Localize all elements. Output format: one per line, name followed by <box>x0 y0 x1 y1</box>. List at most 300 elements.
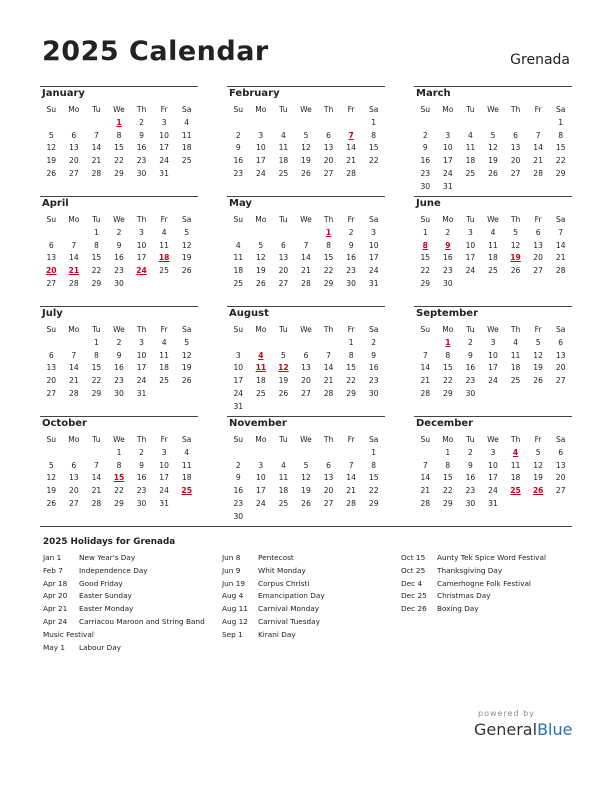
day-cell: 5 <box>535 337 541 347</box>
day-cell: 22 <box>91 266 102 276</box>
weekday-header: We <box>487 215 499 224</box>
holiday-name: Christmas Day <box>437 591 491 601</box>
day-cell: 23 <box>233 498 244 508</box>
weekday-header: We <box>113 435 125 444</box>
empty-cell <box>414 337 437 350</box>
day-cell: 17 <box>159 473 169 483</box>
empty-cell <box>527 117 550 130</box>
day-cell: 8 <box>326 240 331 250</box>
holiday-name: Pentecost <box>258 553 294 562</box>
holiday-day: 26 <box>532 486 544 496</box>
empty-cell <box>250 337 273 350</box>
day-cell: 3 <box>139 227 144 237</box>
day-cell: 21 <box>420 486 431 496</box>
holiday-date: Aug 12 <box>222 616 248 626</box>
weekday-header: Mo <box>442 435 454 444</box>
day-cell: 6 <box>513 130 518 140</box>
holiday-day: 8 <box>422 240 428 250</box>
day-cell: 2 <box>235 460 241 470</box>
empty-cell <box>317 337 340 350</box>
holiday-day: 25 <box>181 486 192 496</box>
day-cell: 4 <box>281 130 286 140</box>
holiday-name: Emancipation Day <box>258 591 325 601</box>
day-cell: 16 <box>346 253 356 263</box>
weekday-header: Fr <box>534 435 542 444</box>
holiday-row <box>222 578 388 591</box>
day-cell: 9 <box>371 350 377 360</box>
day-cell: 10 <box>256 473 266 483</box>
day-cell: 4 <box>513 337 518 347</box>
weekday-header: We <box>113 325 125 334</box>
weekday-header: Sa <box>555 215 566 224</box>
day-cell: 20 <box>69 156 79 166</box>
day-cell: 30 <box>443 278 453 288</box>
weekday-header: We <box>300 105 312 114</box>
day-cell: 12 <box>181 350 192 360</box>
day-cell: 30 <box>233 511 244 521</box>
day-cell: 23 <box>443 266 453 276</box>
day-cell: 29 <box>114 168 124 178</box>
holiday-name: Music Festival <box>43 629 94 639</box>
day-cell: 14 <box>346 473 356 483</box>
day-cell: 17 <box>488 473 498 483</box>
day-cell: 4 <box>184 447 190 457</box>
day-cell: 13 <box>46 363 57 373</box>
day-cell: 17 <box>443 156 453 166</box>
month-divider <box>414 306 572 307</box>
empty-cell <box>414 117 437 130</box>
day-cell: 26 <box>301 498 311 508</box>
day-cell: 24 <box>159 156 169 166</box>
day-cell: 2 <box>139 447 144 457</box>
day-cell: 17 <box>256 156 266 166</box>
day-cell: 24 <box>465 266 476 276</box>
day-cell: 13 <box>555 350 566 360</box>
day-cell: 4 <box>161 337 167 347</box>
month-name: January <box>42 88 85 99</box>
empty-cell <box>272 117 295 130</box>
weekday-header: Th <box>136 325 147 334</box>
day-cell: 29 <box>443 498 453 508</box>
day-cell: 3 <box>445 130 451 140</box>
day-cell: 7 <box>348 460 354 470</box>
weekday-header: Fr <box>347 435 355 444</box>
day-cell: 18 <box>278 156 289 166</box>
holiday-row <box>401 603 567 616</box>
month-divider <box>414 86 572 87</box>
holiday-name: Labour Day <box>79 642 121 652</box>
weekday-header: Su <box>420 105 431 114</box>
weekday-header: Tu <box>466 325 475 334</box>
weekday-header: Tu <box>279 435 288 444</box>
divider <box>40 526 572 527</box>
day-cell: 30 <box>420 181 431 191</box>
day-cell: 16 <box>420 156 431 166</box>
month-name: March <box>416 88 451 99</box>
day-cell: 2 <box>116 227 122 237</box>
day-cell: 11 <box>488 240 498 250</box>
day-cell: 26 <box>510 266 521 276</box>
weekday-header: Mo <box>68 325 80 334</box>
day-cell: 29 <box>443 388 453 398</box>
day-cell: 12 <box>256 253 266 263</box>
day-cell: 2 <box>468 447 473 457</box>
day-grid <box>40 434 198 511</box>
weekday-header: Th <box>323 105 334 114</box>
day-cell: 6 <box>535 227 541 237</box>
day-cell: 28 <box>346 498 356 508</box>
day-cell: 28 <box>555 266 566 276</box>
day-cell: 26 <box>301 168 311 178</box>
day-cell: 29 <box>368 498 379 508</box>
day-cell: 9 <box>422 143 428 153</box>
day-cell: 23 <box>465 376 476 386</box>
weekday-header: Tu <box>92 435 101 444</box>
day-cell: 22 <box>91 376 102 386</box>
weekday-header: Tu <box>279 105 288 114</box>
day-cell: 19 <box>278 376 289 386</box>
holiday-row <box>222 603 388 616</box>
day-cell: 28 <box>91 168 102 178</box>
weekday-header: We <box>113 215 125 224</box>
empty-cell <box>272 447 295 460</box>
day-cell: 25 <box>159 376 169 386</box>
weekday-header: Fr <box>534 105 542 114</box>
empty-cell <box>295 227 318 240</box>
day-cell: 22 <box>368 486 379 496</box>
day-cell: 31 <box>159 498 169 508</box>
day-cell: 18 <box>181 473 192 483</box>
day-cell: 7 <box>326 350 331 360</box>
day-cell: 17 <box>159 143 169 153</box>
month-name: July <box>42 308 63 319</box>
day-cell: 15 <box>91 363 102 373</box>
day-cell: 4 <box>235 240 241 250</box>
day-cell: 11 <box>181 130 192 140</box>
weekday-header: Mo <box>68 215 80 224</box>
day-cell: 25 <box>510 376 521 386</box>
holiday-day: 18 <box>158 253 170 263</box>
day-cell: 11 <box>159 350 169 360</box>
weekday-header: Mo <box>442 215 454 224</box>
day-cell: 26 <box>46 498 57 508</box>
brand-logo[interactable] <box>474 720 572 739</box>
day-cell: 12 <box>510 240 521 250</box>
day-cell: 25 <box>465 168 476 178</box>
month-divider <box>414 416 572 417</box>
day-cell: 27 <box>555 376 566 386</box>
day-cell: 21 <box>301 266 311 276</box>
day-cell: 7 <box>71 350 77 360</box>
weekday-header: Mo <box>68 105 80 114</box>
day-cell: 25 <box>159 266 169 276</box>
day-cell: 28 <box>69 278 79 288</box>
day-cell: 8 <box>445 460 451 470</box>
day-cell: 14 <box>301 253 311 263</box>
empty-cell <box>85 117 108 130</box>
empty-cell <box>227 337 250 350</box>
day-cell: 29 <box>555 168 566 178</box>
day-cell: 24 <box>233 388 244 398</box>
day-cell: 23 <box>136 486 147 496</box>
day-cell: 13 <box>533 240 543 250</box>
weekday-header: We <box>487 435 499 444</box>
day-cell: 10 <box>233 363 244 373</box>
day-cell: 1 <box>445 447 451 457</box>
day-cell: 8 <box>94 240 99 250</box>
day-cell: 1 <box>371 447 377 457</box>
brand-blue: Blue <box>537 720 573 739</box>
day-cell: 27 <box>510 168 521 178</box>
day-cell: 23 <box>233 168 244 178</box>
holiday-day: 4 <box>512 447 519 457</box>
day-cell: 12 <box>301 143 311 153</box>
holiday-row <box>43 552 215 565</box>
day-cell: 20 <box>510 156 521 166</box>
day-cell: 22 <box>114 156 124 166</box>
day-cell: 30 <box>465 498 476 508</box>
day-cell: 31 <box>443 181 453 191</box>
day-cell: 18 <box>488 253 498 263</box>
month-name: February <box>229 88 280 99</box>
holiday-row <box>43 590 215 603</box>
empty-cell <box>295 447 318 460</box>
day-cell: 5 <box>513 227 518 237</box>
day-cell: 6 <box>558 337 564 347</box>
day-cell: 16 <box>233 156 244 166</box>
day-cell: 24 <box>443 168 453 178</box>
day-cell: 20 <box>46 376 57 386</box>
day-cell: 21 <box>555 253 566 263</box>
holiday-date: Apr 20 <box>43 591 68 601</box>
day-cell: 24 <box>136 376 147 386</box>
day-cell: 27 <box>555 486 566 496</box>
day-cell: 22 <box>443 486 453 496</box>
day-cell: 2 <box>371 337 377 347</box>
weekday-header: Su <box>46 325 57 334</box>
day-cell: 27 <box>69 168 79 178</box>
holiday-day: 21 <box>68 266 80 276</box>
empty-cell <box>40 117 63 130</box>
day-cell: 14 <box>533 143 543 153</box>
day-cell: 19 <box>533 473 543 483</box>
day-cell: 11 <box>233 253 244 263</box>
holiday-name: Kirani Day <box>258 629 296 639</box>
day-cell: 8 <box>371 460 377 470</box>
day-cell: 7 <box>94 460 99 470</box>
month-name: October <box>42 418 87 429</box>
day-cell: 28 <box>301 278 311 288</box>
day-cell: 17 <box>233 376 244 386</box>
day-cell: 25 <box>233 278 244 288</box>
holiday-day: 12 <box>278 363 289 373</box>
holiday-date: Oct 15 <box>401 553 426 562</box>
empty-cell <box>295 337 318 350</box>
day-cell: 5 <box>184 227 190 237</box>
day-cell: 21 <box>420 376 431 386</box>
day-cell: 13 <box>510 143 521 153</box>
day-cell: 12 <box>46 473 57 483</box>
day-cell: 18 <box>233 266 244 276</box>
holiday-row <box>401 578 567 591</box>
day-cell: 14 <box>420 473 431 483</box>
day-cell: 3 <box>161 447 167 457</box>
day-cell: 6 <box>558 447 564 457</box>
day-cell: 29 <box>114 498 124 508</box>
holiday-date: Aug 4 <box>222 591 244 601</box>
day-cell: 27 <box>69 498 79 508</box>
weekday-header: Tu <box>92 215 101 224</box>
day-cell: 22 <box>420 266 431 276</box>
empty-cell <box>63 447 86 460</box>
day-cell: 6 <box>326 460 331 470</box>
month-divider <box>40 86 198 87</box>
month-name: September <box>416 308 478 319</box>
weekday-header: Sa <box>181 435 192 444</box>
day-cell: 9 <box>468 460 473 470</box>
day-grid <box>227 214 385 291</box>
weekday-header: Sa <box>181 325 192 334</box>
day-cell: 4 <box>468 130 473 140</box>
day-cell: 23 <box>420 168 431 178</box>
day-cell: 28 <box>91 498 102 508</box>
holiday-date: Dec 4 <box>401 578 423 588</box>
day-cell: 1 <box>348 337 354 347</box>
month-divider <box>227 196 385 197</box>
day-cell: 20 <box>533 253 543 263</box>
day-cell: 4 <box>184 117 190 127</box>
day-cell: 5 <box>303 130 309 140</box>
holiday-day: 20 <box>45 266 57 276</box>
day-cell: 25 <box>488 266 498 276</box>
weekday-header: Sa <box>368 215 379 224</box>
empty-cell <box>437 117 460 130</box>
day-grid <box>40 104 198 181</box>
day-cell: 10 <box>159 130 169 140</box>
holiday-row <box>43 578 215 591</box>
day-grid <box>414 324 572 401</box>
day-cell: 12 <box>533 350 543 360</box>
day-cell: 16 <box>136 143 147 153</box>
day-cell: 24 <box>256 498 266 508</box>
holiday-day: 7 <box>348 130 354 140</box>
day-cell: 22 <box>114 486 124 496</box>
weekday-header: Mo <box>255 435 267 444</box>
empty-cell <box>317 447 340 460</box>
day-cell: 1 <box>94 337 99 347</box>
day-cell: 23 <box>465 486 476 496</box>
day-cell: 16 <box>114 363 124 373</box>
day-grid <box>414 104 572 194</box>
day-cell: 31 <box>233 401 244 411</box>
day-cell: 18 <box>159 363 169 373</box>
empty-cell <box>295 117 318 130</box>
day-cell: 13 <box>323 143 334 153</box>
day-cell: 3 <box>258 460 264 470</box>
day-cell: 24 <box>256 168 266 178</box>
day-cell: 4 <box>490 227 496 237</box>
day-cell: 20 <box>278 266 289 276</box>
day-cell: 5 <box>490 130 496 140</box>
weekday-header: Sa <box>555 435 566 444</box>
holiday-row <box>222 590 388 603</box>
day-cell: 25 <box>278 168 289 178</box>
holiday-name: New Year's Day <box>79 553 136 562</box>
empty-cell <box>40 447 63 460</box>
empty-cell <box>504 117 527 130</box>
day-cell: 17 <box>368 253 379 263</box>
month-name: December <box>416 418 474 429</box>
day-cell: 3 <box>161 117 167 127</box>
day-cell: 11 <box>510 460 521 470</box>
day-cell: 1 <box>371 117 377 127</box>
day-cell: 12 <box>533 460 543 470</box>
day-cell: 30 <box>114 278 124 288</box>
day-cell: 5 <box>258 240 264 250</box>
weekday-header: We <box>300 215 312 224</box>
day-cell: 3 <box>490 447 496 457</box>
holiday-date: Aug 11 <box>222 604 248 614</box>
day-cell: 31 <box>159 168 169 178</box>
holiday-day: 1 <box>325 227 332 237</box>
empty-cell <box>340 447 363 460</box>
day-cell: 16 <box>233 486 244 496</box>
day-cell: 28 <box>346 168 356 178</box>
day-cell: 27 <box>46 388 57 398</box>
empty-cell <box>250 227 273 240</box>
day-cell: 6 <box>71 130 77 140</box>
weekday-header: Fr <box>160 105 168 114</box>
day-cell: 22 <box>346 376 356 386</box>
day-cell: 5 <box>184 337 190 347</box>
day-cell: 17 <box>488 363 498 373</box>
empty-cell <box>250 117 273 130</box>
day-cell: 28 <box>323 388 334 398</box>
day-cell: 13 <box>323 473 334 483</box>
holiday-row <box>222 552 388 565</box>
weekday-header: Th <box>323 325 334 334</box>
holiday-day: 1 <box>116 117 122 127</box>
holiday-date: Jan 1 <box>43 553 62 562</box>
day-cell: 5 <box>281 350 286 360</box>
day-cell: 10 <box>465 240 476 250</box>
day-cell: 9 <box>116 350 122 360</box>
country-name: Grenada <box>510 52 570 68</box>
day-grid <box>414 214 572 291</box>
holiday-name: Carnival Monday <box>258 604 320 614</box>
holiday-day: 1 <box>445 337 451 347</box>
day-cell: 26 <box>46 168 57 178</box>
day-cell: 2 <box>422 130 428 140</box>
day-cell: 11 <box>510 350 521 360</box>
day-cell: 1 <box>94 227 99 237</box>
day-cell: 7 <box>71 240 77 250</box>
day-cell: 19 <box>46 486 57 496</box>
day-cell: 15 <box>443 473 453 483</box>
weekday-header: Mo <box>255 105 267 114</box>
day-cell: 11 <box>465 143 476 153</box>
day-cell: 19 <box>301 156 311 166</box>
empty-cell <box>63 227 86 240</box>
weekday-header: Fr <box>347 215 355 224</box>
day-cell: 20 <box>555 473 566 483</box>
day-cell: 21 <box>346 156 356 166</box>
day-cell: 12 <box>488 143 498 153</box>
empty-cell <box>63 117 86 130</box>
day-grid <box>227 434 385 524</box>
day-cell: 9 <box>139 130 144 140</box>
day-cell: 23 <box>136 156 147 166</box>
